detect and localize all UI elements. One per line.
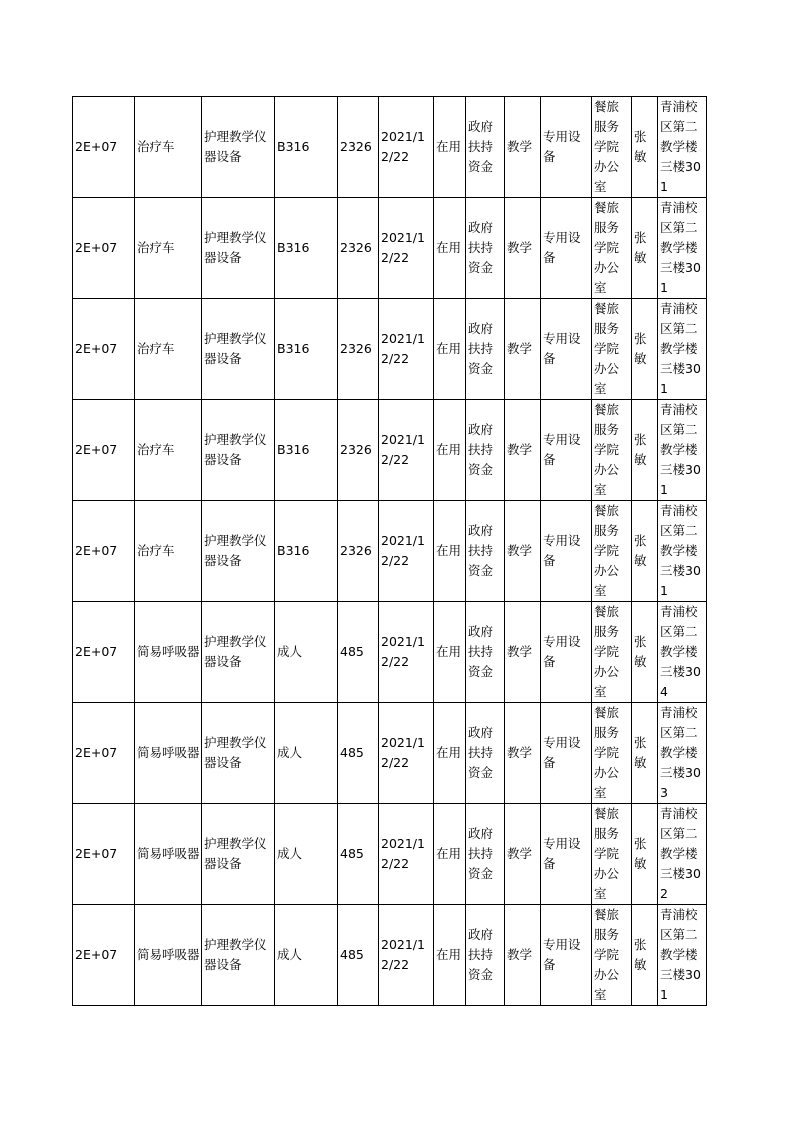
asset-type-cell: 专用设备 [541,299,592,400]
asset-code-cell: 2E+07 [73,501,135,602]
asset-type-cell: 专用设备 [541,501,592,602]
purchase-date-cell: 2021/12/22 [379,299,434,400]
asset-code-cell: 2E+07 [73,299,135,400]
asset-table-body [73,97,707,1006]
price-cell: 485 [338,602,379,703]
price-cell: 2326 [338,198,379,299]
asset-name-cell: 治疗车 [135,501,202,602]
department-cell: 餐旅服务学院办公室 [592,602,632,703]
purchase-date-cell: 2021/12/22 [379,501,434,602]
status-cell: 在用 [434,602,466,703]
model-cell: B316 [275,299,338,400]
department-cell: 餐旅服务学院办公室 [592,400,632,501]
table-row [73,905,707,1006]
price-cell: 2326 [338,501,379,602]
asset-name-cell: 治疗车 [135,400,202,501]
location-cell: 青浦校区第二教学楼三楼301 [658,905,707,1006]
asset-type-cell: 专用设备 [541,602,592,703]
price-cell: 2326 [338,400,379,501]
price-cell: 485 [338,703,379,804]
category-cell: 护理教学仪器设备 [202,703,275,804]
usage-cell: 教学 [505,299,541,400]
funding-source-cell: 政府扶持资金 [466,905,505,1006]
usage-cell: 教学 [505,905,541,1006]
keeper-cell: 张敏 [632,400,658,501]
department-cell: 餐旅服务学院办公室 [592,299,632,400]
category-cell: 护理教学仪器设备 [202,400,275,501]
asset-code-cell: 2E+07 [73,905,135,1006]
asset-type-cell: 专用设备 [541,198,592,299]
keeper-cell: 张敏 [632,299,658,400]
funding-source-cell: 政府扶持资金 [466,703,505,804]
asset-table [72,96,707,1006]
location-cell: 青浦校区第二教学楼三楼301 [658,501,707,602]
usage-cell: 教学 [505,602,541,703]
department-cell: 餐旅服务学院办公室 [592,804,632,905]
category-cell: 护理教学仪器设备 [202,501,275,602]
table-row [73,602,707,703]
status-cell: 在用 [434,703,466,804]
price-cell: 2326 [338,299,379,400]
table-row [73,97,707,198]
department-cell: 餐旅服务学院办公室 [592,703,632,804]
purchase-date-cell: 2021/12/22 [379,905,434,1006]
purchase-date-cell: 2021/12/22 [379,804,434,905]
department-cell: 餐旅服务学院办公室 [592,198,632,299]
purchase-date-cell: 2021/12/22 [379,97,434,198]
purchase-date-cell: 2021/12/22 [379,198,434,299]
location-cell: 青浦校区第二教学楼三楼303 [658,703,707,804]
asset-code-cell: 2E+07 [73,97,135,198]
usage-cell: 教学 [505,804,541,905]
funding-source-cell: 政府扶持资金 [466,804,505,905]
usage-cell: 教学 [505,501,541,602]
usage-cell: 教学 [505,198,541,299]
purchase-date-cell: 2021/12/22 [379,602,434,703]
category-cell: 护理教学仪器设备 [202,198,275,299]
asset-code-cell: 2E+07 [73,198,135,299]
department-cell: 餐旅服务学院办公室 [592,501,632,602]
funding-source-cell: 政府扶持资金 [466,602,505,703]
keeper-cell: 张敏 [632,703,658,804]
model-cell: B316 [275,97,338,198]
keeper-cell: 张敏 [632,804,658,905]
table-row [73,299,707,400]
department-cell: 餐旅服务学院办公室 [592,97,632,198]
asset-code-cell: 2E+07 [73,703,135,804]
table-row [73,703,707,804]
asset-type-cell: 专用设备 [541,804,592,905]
department-cell: 餐旅服务学院办公室 [592,905,632,1006]
location-cell: 青浦校区第二教学楼三楼301 [658,299,707,400]
model-cell: 成人 [275,703,338,804]
asset-name-cell: 治疗车 [135,198,202,299]
funding-source-cell: 政府扶持资金 [466,400,505,501]
model-cell: 成人 [275,602,338,703]
asset-code-cell: 2E+07 [73,602,135,703]
asset-name-cell: 治疗车 [135,97,202,198]
funding-source-cell: 政府扶持资金 [466,501,505,602]
price-cell: 485 [338,804,379,905]
table-row [73,198,707,299]
location-cell: 青浦校区第二教学楼三楼304 [658,602,707,703]
asset-name-cell: 简易呼吸器 [135,905,202,1006]
usage-cell: 教学 [505,703,541,804]
location-cell: 青浦校区第二教学楼三楼301 [658,198,707,299]
purchase-date-cell: 2021/12/22 [379,703,434,804]
status-cell: 在用 [434,299,466,400]
funding-source-cell: 政府扶持资金 [466,198,505,299]
price-cell: 485 [338,905,379,1006]
table-row [73,501,707,602]
keeper-cell: 张敏 [632,198,658,299]
keeper-cell: 张敏 [632,97,658,198]
location-cell: 青浦校区第二教学楼三楼301 [658,400,707,501]
status-cell: 在用 [434,198,466,299]
asset-type-cell: 专用设备 [541,400,592,501]
asset-code-cell: 2E+07 [73,400,135,501]
funding-source-cell: 政府扶持资金 [466,97,505,198]
model-cell: B316 [275,198,338,299]
purchase-date-cell: 2021/12/22 [379,400,434,501]
location-cell: 青浦校区第二教学楼三楼302 [658,804,707,905]
usage-cell: 教学 [505,97,541,198]
category-cell: 护理教学仪器设备 [202,602,275,703]
asset-code-cell: 2E+07 [73,804,135,905]
model-cell: B316 [275,400,338,501]
status-cell: 在用 [434,97,466,198]
model-cell: 成人 [275,905,338,1006]
model-cell: 成人 [275,804,338,905]
asset-type-cell: 专用设备 [541,905,592,1006]
status-cell: 在用 [434,804,466,905]
price-cell: 2326 [338,97,379,198]
table-row [73,400,707,501]
asset-type-cell: 专用设备 [541,97,592,198]
table-row [73,804,707,905]
keeper-cell: 张敏 [632,905,658,1006]
keeper-cell: 张敏 [632,501,658,602]
asset-name-cell: 简易呼吸器 [135,703,202,804]
category-cell: 护理教学仪器设备 [202,299,275,400]
asset-name-cell: 简易呼吸器 [135,804,202,905]
model-cell: B316 [275,501,338,602]
location-cell: 青浦校区第二教学楼三楼301 [658,97,707,198]
asset-name-cell: 治疗车 [135,299,202,400]
category-cell: 护理教学仪器设备 [202,97,275,198]
asset-type-cell: 专用设备 [541,703,592,804]
status-cell: 在用 [434,905,466,1006]
usage-cell: 教学 [505,400,541,501]
status-cell: 在用 [434,400,466,501]
category-cell: 护理教学仪器设备 [202,905,275,1006]
status-cell: 在用 [434,501,466,602]
keeper-cell: 张敏 [632,602,658,703]
asset-name-cell: 简易呼吸器 [135,602,202,703]
category-cell: 护理教学仪器设备 [202,804,275,905]
funding-source-cell: 政府扶持资金 [466,299,505,400]
